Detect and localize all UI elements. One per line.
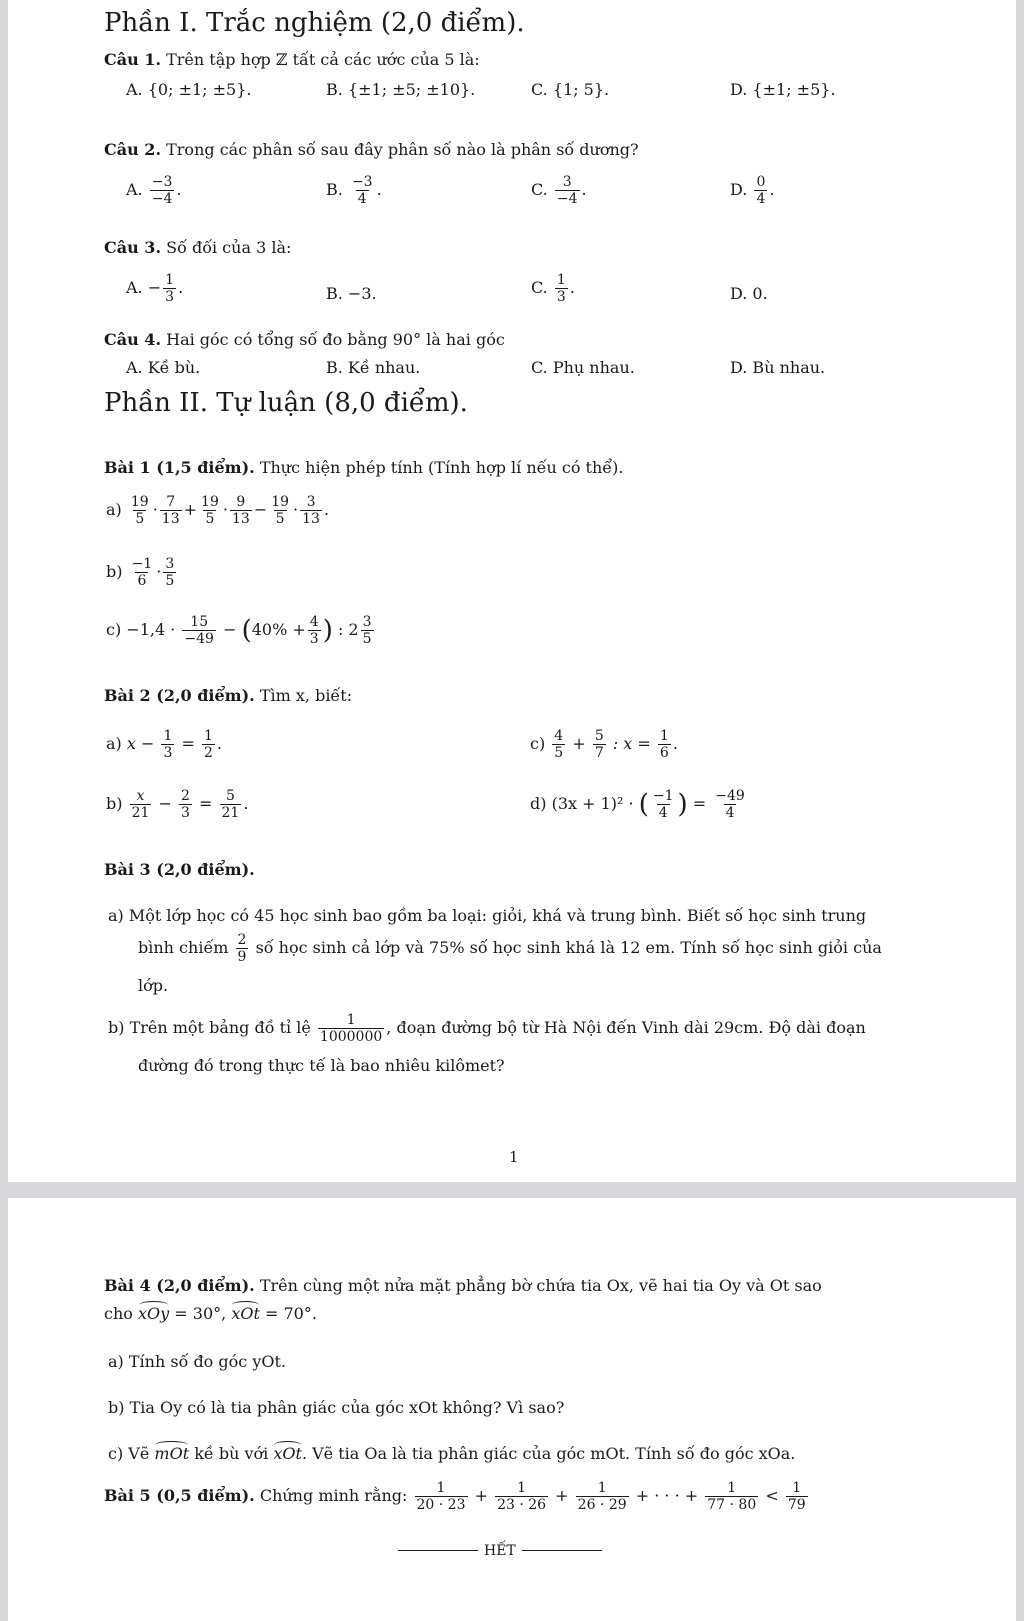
expression-text: : 2 — [337, 620, 359, 640]
text: . Vẽ tia Oa là tia phân giác của góc mOt. Tính số đo góc xOa. — [301, 1444, 796, 1463]
numerator: 2 — [237, 932, 247, 948]
question-text: Số đối của 3 là: — [166, 238, 292, 257]
exercise-4 — [104, 1276, 822, 1295]
fraction — [754, 174, 767, 207]
question-text: Hai góc có tổng số đo bằng 90° là hai góc — [166, 330, 505, 349]
exercise-2 — [104, 686, 352, 705]
option-letter: B. — [326, 180, 343, 200]
numerator: −1 — [131, 556, 153, 572]
numerator: 9 — [236, 494, 246, 510]
option-letter: C. — [531, 278, 548, 298]
expression-text: 40% + — [251, 620, 306, 640]
numerator: 1 — [165, 272, 175, 288]
option-b: B. $\frac{-3}{4}$ . — [326, 174, 382, 208]
denominator: 4 — [357, 191, 367, 208]
denominator: 2 — [204, 745, 213, 762]
exercise-1 — [104, 458, 623, 477]
exam-page-2 — [8, 1198, 1016, 1621]
question-text: Trong các phân số sau đây phân số nào là phân số dương? — [166, 140, 639, 159]
fraction — [163, 272, 176, 305]
denominator: 9 — [237, 949, 247, 966]
angle-symbol: xOt — [231, 1304, 260, 1323]
item-label: c) — [530, 734, 546, 754]
option-c: C. {1; 5}. — [531, 80, 610, 99]
numerator: 0 — [756, 174, 766, 190]
exercise-label: Bài 4 (2,0 điểm). — [104, 1276, 255, 1295]
fraction — [576, 1480, 629, 1513]
fraction — [220, 788, 242, 821]
option-b: B. −3. — [326, 284, 377, 303]
exercise-1a: a) $\frac{19}{5}$ · $\frac{7}{13}$ + $\frac{19}{5}$ · $\frac{9}{13}$ − $\frac{19}{5}$ · $\frac{3}{13}$ . — [106, 494, 330, 528]
fraction — [130, 556, 155, 589]
denominator: −49 — [184, 631, 214, 648]
exercise-4a: a) Tính số đo góc yOt. — [108, 1352, 286, 1371]
fraction — [415, 1480, 468, 1513]
exercise-4b: b) Tia Oy có là tia phân giác của góc xOt không? Vì sao? — [108, 1398, 565, 1417]
exercise-1b: b) $\frac{-1}{6}$ · $\frac{3}{5}$ — [106, 556, 175, 590]
exercise-2a: a) x − $\frac{1}{3}$ = $\frac{1}{2}$ . — [106, 728, 223, 762]
numerator: 19 — [271, 494, 290, 510]
divider — [398, 1550, 478, 1551]
part1-title: Phần I. Trắc nghiệm (2,0 điểm). — [104, 8, 525, 38]
numerator: −3 — [351, 174, 373, 190]
minus-sign: − — [147, 278, 162, 298]
denominator: −4 — [151, 191, 173, 208]
denominator: 5 — [135, 511, 145, 528]
fraction — [269, 494, 291, 527]
fraction — [786, 1480, 808, 1513]
exercise-5 — [104, 1480, 810, 1513]
text: bình chiếm — [138, 938, 229, 958]
text: = 30°, — [174, 1304, 227, 1323]
option-d: D. $\frac{0}{4}$ . — [730, 174, 775, 208]
option-d: D. {±1; ±5}. — [730, 80, 836, 99]
fraction — [202, 728, 215, 761]
operator: + — [555, 1486, 569, 1506]
numerator: 3 — [362, 614, 372, 630]
exercise-label: Bài 5 (0,5 điểm). — [104, 1486, 255, 1506]
numerator: −3 — [151, 174, 173, 190]
fraction — [593, 728, 606, 761]
option-a: A. {0; ±1; ±5}. — [126, 80, 252, 99]
denominator: 4 — [658, 805, 668, 822]
fraction — [308, 614, 321, 647]
fraction — [199, 494, 221, 527]
denominator: 5 — [165, 573, 175, 590]
fraction — [300, 494, 322, 527]
numerator: 1 — [163, 728, 173, 744]
fraction — [163, 556, 176, 589]
expression-text: x − — [126, 734, 155, 754]
exercise-text: Trên cùng một nửa mặt phẳng bờ chứa tia Ox, vẽ hai tia Oy và Ot sao — [259, 1276, 822, 1295]
numerator: 1 — [436, 1480, 446, 1496]
operator: + — [474, 1486, 488, 1506]
numerator: 4 — [554, 728, 564, 744]
denominator: 3 — [165, 289, 175, 306]
numerator: 3 — [165, 556, 175, 572]
exercise-text: Tìm x, biết: — [259, 686, 353, 705]
fraction — [230, 494, 252, 527]
denominator: 21 — [221, 805, 240, 822]
left-paren: ( — [241, 615, 252, 646]
denominator: 5 — [554, 745, 564, 762]
option-letter: A. — [126, 278, 143, 298]
exam-page-1 — [8, 0, 1016, 1182]
fraction — [495, 1480, 548, 1513]
question-label: Câu 1. — [104, 50, 162, 69]
denominator: 23 · 26 — [497, 1497, 547, 1514]
denominator: 3 — [181, 805, 190, 822]
numerator: 3 — [562, 174, 572, 190]
option-d: D. 0. — [730, 284, 768, 303]
text: cho — [104, 1304, 133, 1323]
numerator: 5 — [594, 728, 604, 744]
denominator: −4 — [556, 191, 578, 208]
fraction — [160, 494, 182, 527]
numerator: 4 — [309, 614, 319, 630]
denominator: 3 — [309, 631, 319, 648]
fraction — [236, 932, 249, 965]
numerator: 5 — [225, 788, 235, 804]
divider — [522, 1550, 602, 1551]
item-label: a) — [106, 734, 122, 754]
exercise-label: Bài 2 (2,0 điểm). — [104, 686, 255, 705]
question-3 — [104, 238, 291, 257]
exercise-3a-line-1: a) Một lớp học có 45 học sinh bao gồm ba loại: giỏi, khá và trung bình. Biết số học sinh trung — [108, 906, 867, 925]
exercise-label: Bài 1 (1,5 điểm). — [104, 458, 255, 477]
fraction — [318, 1012, 384, 1045]
numerator: 1 — [556, 272, 566, 288]
text: b) Trên một bảng đồ tỉ lệ — [108, 1018, 311, 1038]
numerator: 2 — [181, 788, 190, 804]
denominator: 5 — [275, 511, 285, 528]
exercise-1c — [106, 614, 376, 647]
left-paren: ( — [638, 789, 649, 820]
question-label: Câu 4. — [104, 330, 162, 349]
numerator: 19 — [130, 494, 149, 510]
denominator: 4 — [725, 805, 735, 822]
right-paren: ) — [322, 615, 333, 646]
denominator: 5 — [205, 511, 215, 528]
fraction — [713, 788, 747, 821]
option-d: D. Bù nhau. — [730, 358, 826, 377]
denominator: 3 — [163, 745, 173, 762]
denominator: 13 — [231, 511, 250, 528]
angle-symbol: xOy — [138, 1304, 170, 1323]
fraction — [129, 494, 151, 527]
option-a: A. Kề bù. — [126, 358, 201, 377]
numerator: x — [136, 788, 145, 804]
item-label: b) — [106, 794, 123, 814]
question-4 — [104, 330, 505, 349]
denominator: 20 · 23 — [416, 1497, 466, 1514]
text: c) Vẽ — [108, 1444, 150, 1463]
fraction — [705, 1480, 758, 1513]
numerator: −49 — [715, 788, 745, 804]
operator: − — [158, 794, 172, 814]
exercise-text: Thực hiện phép tính (Tính hợp lí nếu có thể). — [259, 458, 624, 477]
option-c: C. $\frac{1}{3}$ . — [531, 272, 575, 306]
denominator: 5 — [362, 631, 372, 648]
numerator: 15 — [190, 614, 209, 630]
item-label: d) — [530, 794, 547, 814]
numerator: 19 — [201, 494, 219, 510]
fraction — [179, 788, 192, 821]
fraction — [555, 174, 580, 207]
option-letter: D. — [730, 180, 748, 200]
exercise-4-line-2 — [104, 1304, 317, 1323]
exercise-2c: c) $\frac{4}{5}$ + $\frac{5}{7}$ : x = $\frac{1}{6}$ . — [530, 728, 678, 762]
numerator: −1 — [652, 788, 674, 804]
operator: = — [199, 794, 213, 814]
option-a: A. $\frac{-3}{-4}$ . — [126, 174, 182, 208]
numerator: 1 — [204, 728, 213, 744]
operator: = — [181, 734, 195, 754]
question-label: Câu 2. — [104, 140, 162, 159]
end-text: HẾT — [484, 1543, 516, 1559]
text: kề bù với — [194, 1444, 269, 1463]
part2-title: Phần II. Tự luận (8,0 điểm). — [104, 388, 468, 418]
fraction — [555, 272, 568, 305]
fraction — [130, 788, 152, 821]
operator: − — [223, 620, 237, 640]
angle-symbol: xOt — [273, 1444, 302, 1463]
denominator: 7 — [594, 745, 604, 762]
text: số học sinh cả lớp và 75% số học sinh khá là 12 em. Tính số học sinh giỏi của — [255, 938, 882, 958]
operator: + — [572, 734, 586, 754]
denominator: 6 — [137, 573, 147, 590]
option-c: C. $\frac{3}{-4}$ . — [531, 174, 587, 208]
numerator: 1 — [792, 1480, 802, 1496]
fraction — [182, 614, 216, 647]
denominator: 1000000 — [319, 1029, 383, 1046]
exercise-3b-line-1 — [108, 1012, 866, 1045]
denominator: 3 — [556, 289, 566, 306]
expression-text: −1,4 · — [126, 620, 176, 640]
denominator: 26 · 29 — [577, 1497, 627, 1514]
expression-text: (3x + 1)² · — [551, 794, 634, 814]
item-label: b) — [106, 562, 123, 582]
fraction — [658, 728, 671, 761]
numerator: 1 — [346, 1012, 356, 1028]
text: , đoạn đường bộ từ Hà Nội đến Vinh dài 29cm. Độ dài đoạn — [386, 1018, 866, 1038]
denominator: 13 — [302, 511, 320, 528]
exercise-2b: b) $\frac{x}{21}$ − $\frac{2}{3}$ = $\frac{5}{21}$ . — [106, 788, 249, 822]
operator: + · · · + — [635, 1486, 699, 1506]
operator: = — [692, 794, 707, 814]
question-1 — [104, 50, 480, 69]
option-b: B. Kề nhau. — [326, 358, 421, 377]
numerator: 3 — [306, 494, 316, 510]
question-label: Câu 3. — [104, 238, 162, 257]
numerator: 1 — [727, 1480, 737, 1496]
exercise-3a-line-2 — [138, 932, 882, 965]
fraction — [651, 788, 676, 821]
denominator: 13 — [161, 511, 180, 528]
numerator: 1 — [517, 1480, 527, 1496]
exercise-3a-line-3: lớp. — [138, 976, 169, 995]
option-b: B. {±1; ±5; ±10}. — [326, 80, 476, 99]
fraction — [161, 728, 174, 761]
numerator: 1 — [597, 1480, 607, 1496]
expression-text: : x = — [612, 734, 651, 754]
fraction — [150, 174, 175, 207]
denominator: 79 — [787, 1497, 806, 1514]
exercise-3b-line-2: đường đó trong thực tế là bao nhiêu kilômet? — [138, 1056, 505, 1075]
fraction — [361, 614, 374, 647]
angle-symbol: mOt — [154, 1444, 190, 1463]
denominator: 4 — [756, 191, 766, 208]
operator: < — [765, 1486, 779, 1506]
right-paren: ) — [677, 789, 688, 820]
denominator: 77 · 80 — [707, 1497, 757, 1514]
exercise-text: Chứng minh rằng: — [259, 1486, 408, 1506]
text: = 70°. — [264, 1304, 317, 1323]
item-label: c) — [106, 620, 122, 640]
numerator: 1 — [659, 728, 669, 744]
option-c: C. Phụ nhau. — [531, 358, 635, 377]
exercise-2d — [530, 788, 749, 821]
exercise-4c — [108, 1444, 795, 1463]
option-a: A. − $\frac{1}{3}$ . — [126, 272, 184, 306]
fraction — [350, 174, 375, 207]
denominator: 21 — [131, 805, 150, 822]
numerator: 7 — [166, 494, 176, 510]
option-letter: A. — [126, 180, 143, 200]
option-letter: C. — [531, 180, 548, 200]
item-label: a) — [106, 500, 122, 520]
fraction — [552, 728, 565, 761]
end-marker — [392, 1540, 608, 1559]
page-number: 1 — [509, 1148, 519, 1166]
denominator: 6 — [659, 745, 669, 762]
question-text: Trên tập hợp ℤ tất cả các ước của 5 là: — [166, 50, 480, 69]
question-2 — [104, 140, 639, 159]
exercise-3-label: Bài 3 (2,0 điểm). — [104, 860, 255, 879]
